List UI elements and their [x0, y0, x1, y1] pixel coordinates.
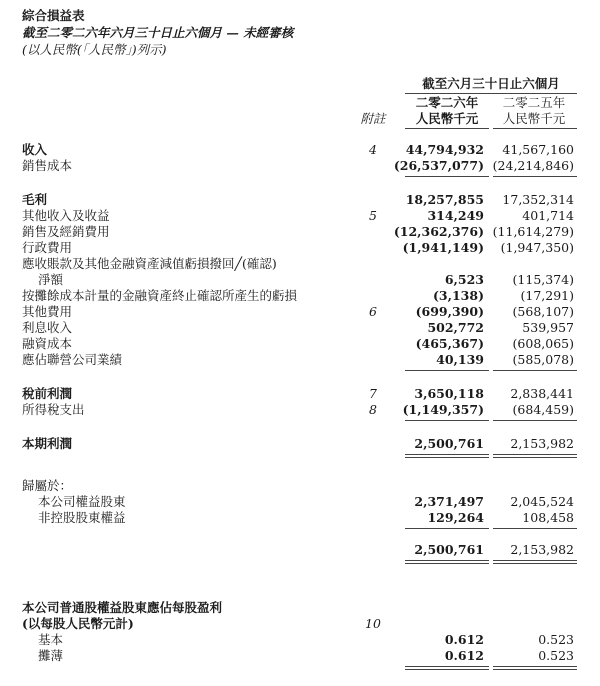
row-label: 其他收入及收益: [22, 208, 110, 223]
table-row: [0, 510, 600, 526]
row-label: 淨額: [38, 272, 64, 287]
subtotal-rule: [493, 528, 577, 529]
row-label: 本公司普通股權益股東應佔每股盈利: [22, 600, 223, 615]
subtotal-rule: [493, 420, 577, 421]
row-label: 所得稅支出: [22, 402, 85, 417]
current-header-underline: [405, 128, 489, 129]
table-row: [0, 402, 600, 418]
current-value: 2,371,497: [414, 494, 484, 509]
table-row: [0, 336, 600, 352]
table-row: [0, 436, 600, 452]
statement-period: 截至二零二六年六月三十日止六個月 — 未經審核: [22, 25, 294, 40]
row-label: 攤薄: [38, 648, 64, 663]
total-rule: [493, 563, 577, 564]
current-value: 0.612: [444, 648, 484, 663]
current-value: 2,500,761: [414, 542, 484, 557]
currency-note: (以人民幣(「人民幣」)列示): [22, 42, 167, 57]
current-value: 18,257,855: [405, 192, 484, 207]
prior-value: (684,459): [512, 402, 574, 417]
row-label: (以每股人民幣元計): [22, 616, 134, 631]
prior-year-header: 二零二五年: [502, 95, 566, 110]
row-label: 毛利: [22, 192, 48, 207]
current-value: 44,794,932: [405, 142, 484, 157]
prior-value: (11,614,279): [492, 224, 574, 239]
total-rule: [405, 457, 489, 458]
subtotal-rule: [405, 528, 489, 529]
total-rule: [493, 560, 577, 561]
table-row: [0, 632, 600, 648]
table-row: [0, 208, 600, 224]
total-rule: [493, 454, 577, 455]
total-rule: [405, 454, 489, 455]
statement-title: 綜合損益表: [22, 8, 85, 23]
prior-value: (1,947,350): [500, 240, 574, 255]
prior-header-underline: [493, 128, 577, 129]
current-value: (12,362,376): [393, 224, 484, 239]
prior-value: (115,374): [512, 272, 574, 287]
prior-value: (24,214,846): [492, 158, 574, 173]
current-value: 2,500,761: [414, 436, 484, 451]
table-row: [0, 616, 600, 632]
row-label: 收入: [22, 142, 48, 157]
current-value: 0.612: [444, 632, 484, 647]
total-rule: [405, 560, 489, 561]
row-label: 基本: [38, 632, 64, 647]
period-header: 截至六月三十日止六個月: [422, 76, 560, 91]
current-value: (3,138): [433, 288, 484, 303]
subtotal-rule: [405, 176, 489, 177]
total-rule: [493, 457, 577, 458]
row-label: 行政費用: [22, 240, 73, 255]
table-row: [0, 240, 600, 256]
table-row: [0, 352, 600, 368]
row-label: 非控股股東權益: [38, 510, 126, 525]
row-label: 銷售及經銷費用: [22, 224, 110, 239]
row-note: 10: [365, 616, 381, 631]
current-value: 129,264: [427, 510, 484, 525]
current-value: (1,149,357): [402, 402, 484, 417]
total-rule: [493, 666, 577, 667]
prior-value: (585,078): [512, 352, 574, 367]
subtotal-rule: [405, 420, 489, 421]
prior-value: 2,045,524: [510, 494, 574, 509]
table-row: [0, 272, 600, 288]
prior-value: 2,153,982: [510, 542, 574, 557]
row-note: 6: [369, 304, 377, 319]
total-rule: [493, 669, 577, 670]
prior-value: (17,291): [520, 288, 574, 303]
table-row: [0, 288, 600, 304]
table-row: [0, 192, 600, 208]
prior-value: (568,107): [512, 304, 574, 319]
prior-value: 539,957: [522, 320, 574, 335]
current-value: (1,941,149): [402, 240, 484, 255]
table-row: [0, 494, 600, 510]
row-label: 按攤餘成本計量的金融資產終止確認所產生的虧損: [22, 288, 298, 303]
row-label: 稅前利潤: [22, 386, 73, 401]
prior-value: 401,714: [522, 208, 574, 223]
prior-value: 41,567,160: [502, 142, 574, 157]
table-row: [0, 320, 600, 336]
table-row: [0, 256, 600, 272]
current-unit-header: 人民幣千元: [415, 111, 479, 126]
current-value: 6,523: [444, 272, 484, 287]
prior-value: 2,153,982: [510, 436, 574, 451]
total-rule: [405, 669, 489, 670]
current-value: 3,650,118: [414, 386, 484, 401]
prior-unit-header: 人民幣千元: [502, 111, 566, 126]
table-row: [0, 600, 600, 616]
row-label: 本公司權益股東: [38, 494, 126, 509]
row-note: 4: [369, 142, 377, 157]
table-row: [0, 478, 600, 494]
row-label: 應佔聯營公司業績: [22, 352, 123, 367]
row-label: 歸屬於：: [22, 478, 73, 493]
prior-value: 0.523: [538, 632, 574, 647]
current-value: (699,390): [415, 304, 484, 319]
prior-value: 2,838,441: [510, 386, 574, 401]
row-note: 8: [369, 402, 377, 417]
row-label: 利息收入: [22, 320, 73, 335]
current-value: (26,537,077): [393, 158, 484, 173]
period-header-rule: [405, 93, 577, 94]
total-rule: [405, 563, 489, 564]
row-label: 融資成本: [22, 336, 73, 351]
note-header: 附註: [360, 111, 386, 126]
table-row: [0, 542, 600, 558]
table-row: [0, 648, 600, 664]
current-year-header: 二零二六年: [415, 95, 479, 110]
prior-value: (608,065): [512, 336, 574, 351]
row-label: 銷售成本: [22, 158, 73, 173]
current-value: 502,772: [427, 320, 484, 335]
table-row: [0, 386, 600, 402]
subtotal-rule: [405, 370, 489, 371]
prior-value: 0.523: [538, 648, 574, 663]
current-value: 40,139: [436, 352, 484, 367]
row-note: 5: [369, 208, 377, 223]
prior-value: 108,458: [522, 510, 574, 525]
current-value: 314,249: [427, 208, 484, 223]
current-value: (465,367): [415, 336, 484, 351]
total-rule: [405, 666, 489, 667]
prior-value: 17,352,314: [502, 192, 574, 207]
row-label: 其他費用: [22, 304, 73, 319]
subtotal-rule: [493, 370, 577, 371]
row-note: 7: [369, 386, 377, 401]
row-label: 本期利潤: [22, 436, 73, 451]
subtotal-rule: [493, 176, 577, 177]
table-row: [0, 158, 600, 174]
table-row: [0, 224, 600, 240]
table-row: [0, 142, 600, 158]
table-row: [0, 304, 600, 320]
row-label: 應收賬款及其他金融資產減值虧損撥回╱(確認): [22, 256, 277, 271]
